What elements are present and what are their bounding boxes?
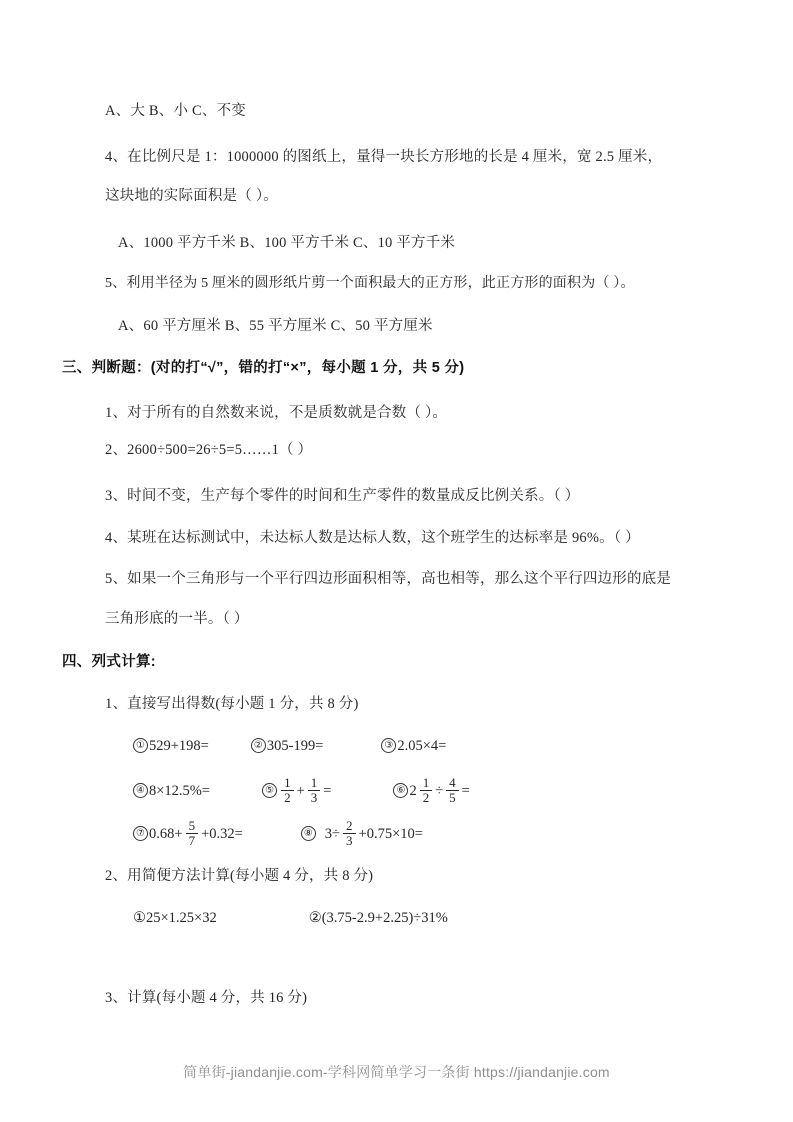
section-four-heading: 四、列式计算: [62, 654, 156, 670]
fraction-numerator: 1 [310, 775, 318, 790]
circled-number-3-icon: ③ [381, 738, 396, 753]
choice-q4-line2: 这块地的实际面积是（ ）。 [105, 188, 278, 204]
fraction-denominator: 2 [420, 790, 433, 805]
calc-sub2-title: 2、用简便方法计算(每小题 4 分，共 8 分) [105, 868, 374, 884]
judge-item-5-line1: 5、如果一个三角形与一个平行四边形面积相等，高也相等，那么这个平行四边形的底是 [105, 571, 672, 587]
fraction-denominator: 3 [343, 833, 356, 848]
judge-item-2: 2、2600÷500=26÷5=5……1（ ） [105, 442, 313, 458]
calc-item-7 [133, 820, 243, 848]
judge-item-5-line2: 三角形底的一半。（ ） [105, 611, 249, 627]
fraction-two-thirds [343, 819, 356, 847]
fraction-numerator: 1 [422, 775, 430, 790]
equals-sign: = [461, 783, 470, 800]
footer-watermark: 简单街-jiandanjie.com-学科网简单学习一条街 https://jiandanjie.com [183, 1064, 610, 1080]
calc-item-1-text: 529+198= [149, 738, 209, 754]
calc-item-8-prefix: 3÷ [324, 826, 341, 843]
calc-sub2-item-1: ①25×1.25×32 [133, 910, 217, 926]
section-three-heading: 三、判断题：(对的打“√”，错的打“×”，每小题 1 分，共 5 分) [62, 360, 465, 376]
calc-item-4 [133, 781, 210, 801]
circled-number-2-icon: ② [251, 738, 266, 753]
circled-number-8-icon: ⑧ [301, 826, 316, 841]
calc-row-1 [133, 736, 446, 756]
calc-sub2-row [133, 908, 448, 928]
calc-item-8-suffix: +0.75×10= [358, 826, 423, 843]
calc-item-8 [301, 820, 423, 848]
circled-number-6-icon: ⑥ [393, 783, 408, 798]
choice-q4-options: A、1000 平方千米 B、100 平方千米 C、10 平方千米 [118, 235, 456, 251]
calc-item-3-text: 2.05×4= [397, 738, 447, 754]
calc-item-2 [251, 736, 324, 756]
circled-number-7-icon: ⑦ [133, 826, 148, 841]
operator-divide: ÷ [435, 783, 444, 800]
calc-sub1-title: 1、直接写出得数(每小题 1 分，共 8 分) [105, 696, 359, 712]
calc-item-1 [133, 736, 209, 756]
calc-row-3 [133, 820, 423, 848]
calc-row-2 [133, 777, 470, 805]
fraction-denominator: 3 [308, 790, 321, 805]
fraction-one-half [420, 776, 433, 804]
circled-number-5-icon: ⑤ [262, 783, 277, 798]
equals-sign: = [323, 783, 332, 800]
fraction-numerator: 4 [449, 775, 456, 790]
fraction-denominator: 7 [186, 833, 199, 848]
mixed-whole-part: 2 [409, 783, 417, 800]
judge-item-3: 3、时间不变，生产每个零件的时间和生产零件的数量成反比例关系。（ ） [105, 488, 580, 504]
calc-sub2-item-2: ②(3.75-2.9+2.25)÷31% [308, 910, 448, 926]
choice-q5-line1: 5、利用半径为 5 厘米的圆形纸片剪一个面积最大的正方形，此正方形的面积为（ ）。 [105, 276, 635, 291]
circled-number-1-icon: ① [133, 738, 148, 753]
fraction-denominator: 5 [446, 790, 459, 805]
fraction-one-third [308, 776, 321, 804]
choice-q3-options: A、大 B、小 C、不变 [105, 103, 246, 119]
judge-item-1: 1、对于所有的自然数来说，不是质数就是合数（ ）。 [105, 405, 448, 421]
calc-item-6 [393, 777, 469, 805]
fraction-numerator: 1 [284, 775, 291, 790]
fraction-four-fifths [446, 776, 459, 804]
choice-q5-options: A、60 平方厘米 B、55 平方厘米 C、50 平方厘米 [118, 318, 433, 334]
fraction-five-sevenths [186, 819, 199, 847]
operator-plus: + [296, 783, 305, 800]
calc-item-5 [262, 777, 331, 805]
circled-number-4-icon: ④ [133, 783, 148, 798]
fraction-one-half [281, 776, 294, 804]
calc-item-4-text: 8×12.5%= [149, 783, 211, 800]
calc-item-7-suffix: +0.32= [201, 826, 243, 843]
fraction-numerator: 2 [346, 818, 353, 833]
judge-item-4: 4、某班在达标测试中，未达标人数是达标人数，这个班学生的达标率是 96%。（ ） [105, 530, 640, 546]
fraction-denominator: 2 [281, 790, 294, 805]
fraction-numerator: 5 [188, 818, 196, 833]
calc-sub3-title: 3、计算(每小题 4 分，共 16 分) [105, 990, 308, 1006]
choice-q4-line1: 4、在比例尺是 1：1000000 的图纸上，量得一块长方形地的长是 4 厘米，宽 2.5 厘米， [105, 149, 663, 165]
calc-item-7-prefix: 0.68+ [149, 826, 183, 843]
calc-item-3 [381, 736, 446, 756]
calc-item-2-text: 305-199= [266, 738, 324, 754]
